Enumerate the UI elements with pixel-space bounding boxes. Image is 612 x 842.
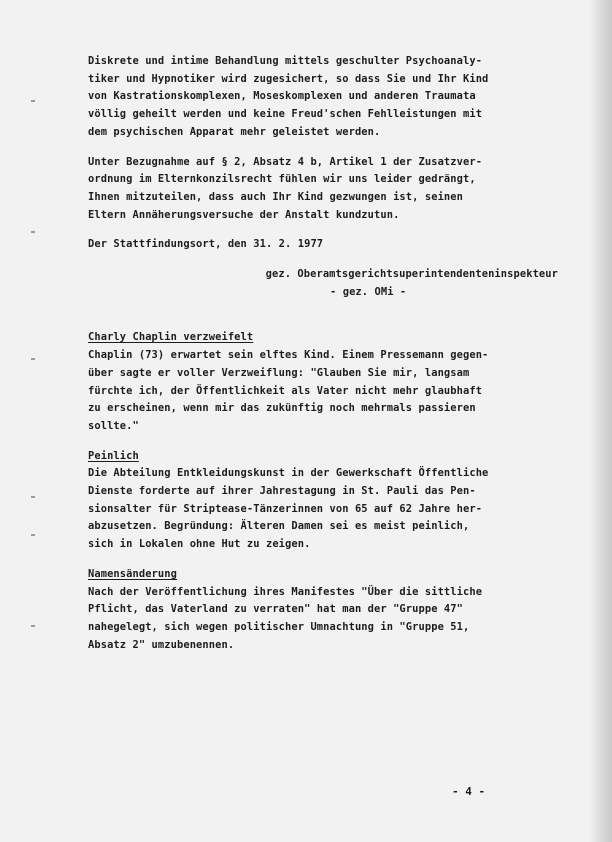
place-date: Der Stattfindungsort, den 31. 2. 1977 [88, 238, 324, 251]
text-line: abzusetzen. Begründung: Älteren Damen sei es meist peinlich, [88, 520, 470, 533]
place-date-line [88, 236, 558, 254]
text-line: nahegelegt, sich wegen politischer Umnachtung in "Gruppe 51, [88, 620, 470, 633]
section-chaplin [88, 329, 558, 435]
text-line: Absatz 2" umzubenennen. [88, 638, 235, 651]
section-heading: Namensänderung [88, 567, 177, 580]
text-line: Diskrete und intime Behandlung mittels geschulter Psychoanaly- [88, 55, 483, 67]
paragraph-treatment [88, 53, 558, 142]
text-line: sionsalter für Striptease-Tänzerinnen von 65 auf 62 Jahre her- [88, 502, 483, 515]
section-peinlich [88, 448, 558, 554]
text-line: völlig geheilt werden und keine Freud'schen Fehlleistungen mit [88, 108, 483, 121]
text-line: Ihnen mitzuteilen, dass auch Ihr Kind gezwungen ist, seinen [88, 190, 463, 203]
margin-mark [31, 534, 35, 536]
text-line: sollte." [88, 419, 139, 432]
text-line: über sagte er voller Verzweiflung: "Glauben Sie mir, langsam [88, 366, 470, 379]
text-line: Eltern Annäherungsversuche der Anstalt kundzutun. [88, 208, 400, 221]
page-number: - 4 - [452, 785, 486, 798]
text-line: Pflicht, das Vaterland zu verraten" hat man der "Gruppe 47" [88, 603, 463, 616]
text-line: ordnung im Elternkonzilsrecht fühlen wir uns leider gedrängt, [88, 173, 476, 186]
signature-initials: - gez. OMi - [330, 285, 407, 298]
text-line: von Kastrationskomplexen, Moseskomplexen und anderen Traumata [88, 90, 476, 103]
section-heading: Charly Chaplin verzweifelt [88, 331, 254, 344]
text-line: tiker und Hypnotiker wird zugesichert, so dass Sie und Ihr Kind [88, 72, 489, 85]
page-edge-shadow [590, 0, 612, 842]
text-line: zu erscheinen, wenn mir das zukünftig noch mehrmals passieren [88, 402, 476, 415]
text-line: Dienste forderte auf ihrer Jahrestagung in St. Pauli das Pen- [88, 485, 476, 498]
document-body [88, 53, 558, 654]
text-line: Chaplin (73) erwartet sein elftes Kind. Einem Pressemann gegen- [88, 349, 489, 362]
text-line: sich in Lokalen ohne Hut zu zeigen. [88, 538, 311, 551]
text-line: fürchte ich, der Öffentlichkeit als Vater nicht mehr glaubhaft [88, 384, 483, 397]
signature-block [88, 266, 558, 301]
margin-mark [31, 231, 35, 233]
section-namensaenderung [88, 566, 558, 655]
margin-mark [31, 358, 35, 360]
text-line: dem psychischen Apparat mehr geleistet werden. [88, 125, 381, 138]
text-line: Unter Bezugnahme auf § 2, Absatz 4 b, Artikel 1 der Zusatzver- [88, 155, 483, 168]
paragraph-reference [88, 154, 558, 225]
section-heading: Peinlich [88, 449, 139, 462]
margin-mark [31, 625, 35, 627]
margin-mark [31, 100, 35, 102]
text-line: Nach der Veröffentlichung ihres Manifestes "Über die sittliche [88, 585, 483, 598]
signature-line: gez. Oberamtsgerichtsuperintendenteninspekteur [265, 268, 558, 281]
margin-mark [31, 496, 35, 498]
text-line: Die Abteilung Entkleidungskunst in der Gewerkschaft Öffentliche [88, 467, 489, 480]
